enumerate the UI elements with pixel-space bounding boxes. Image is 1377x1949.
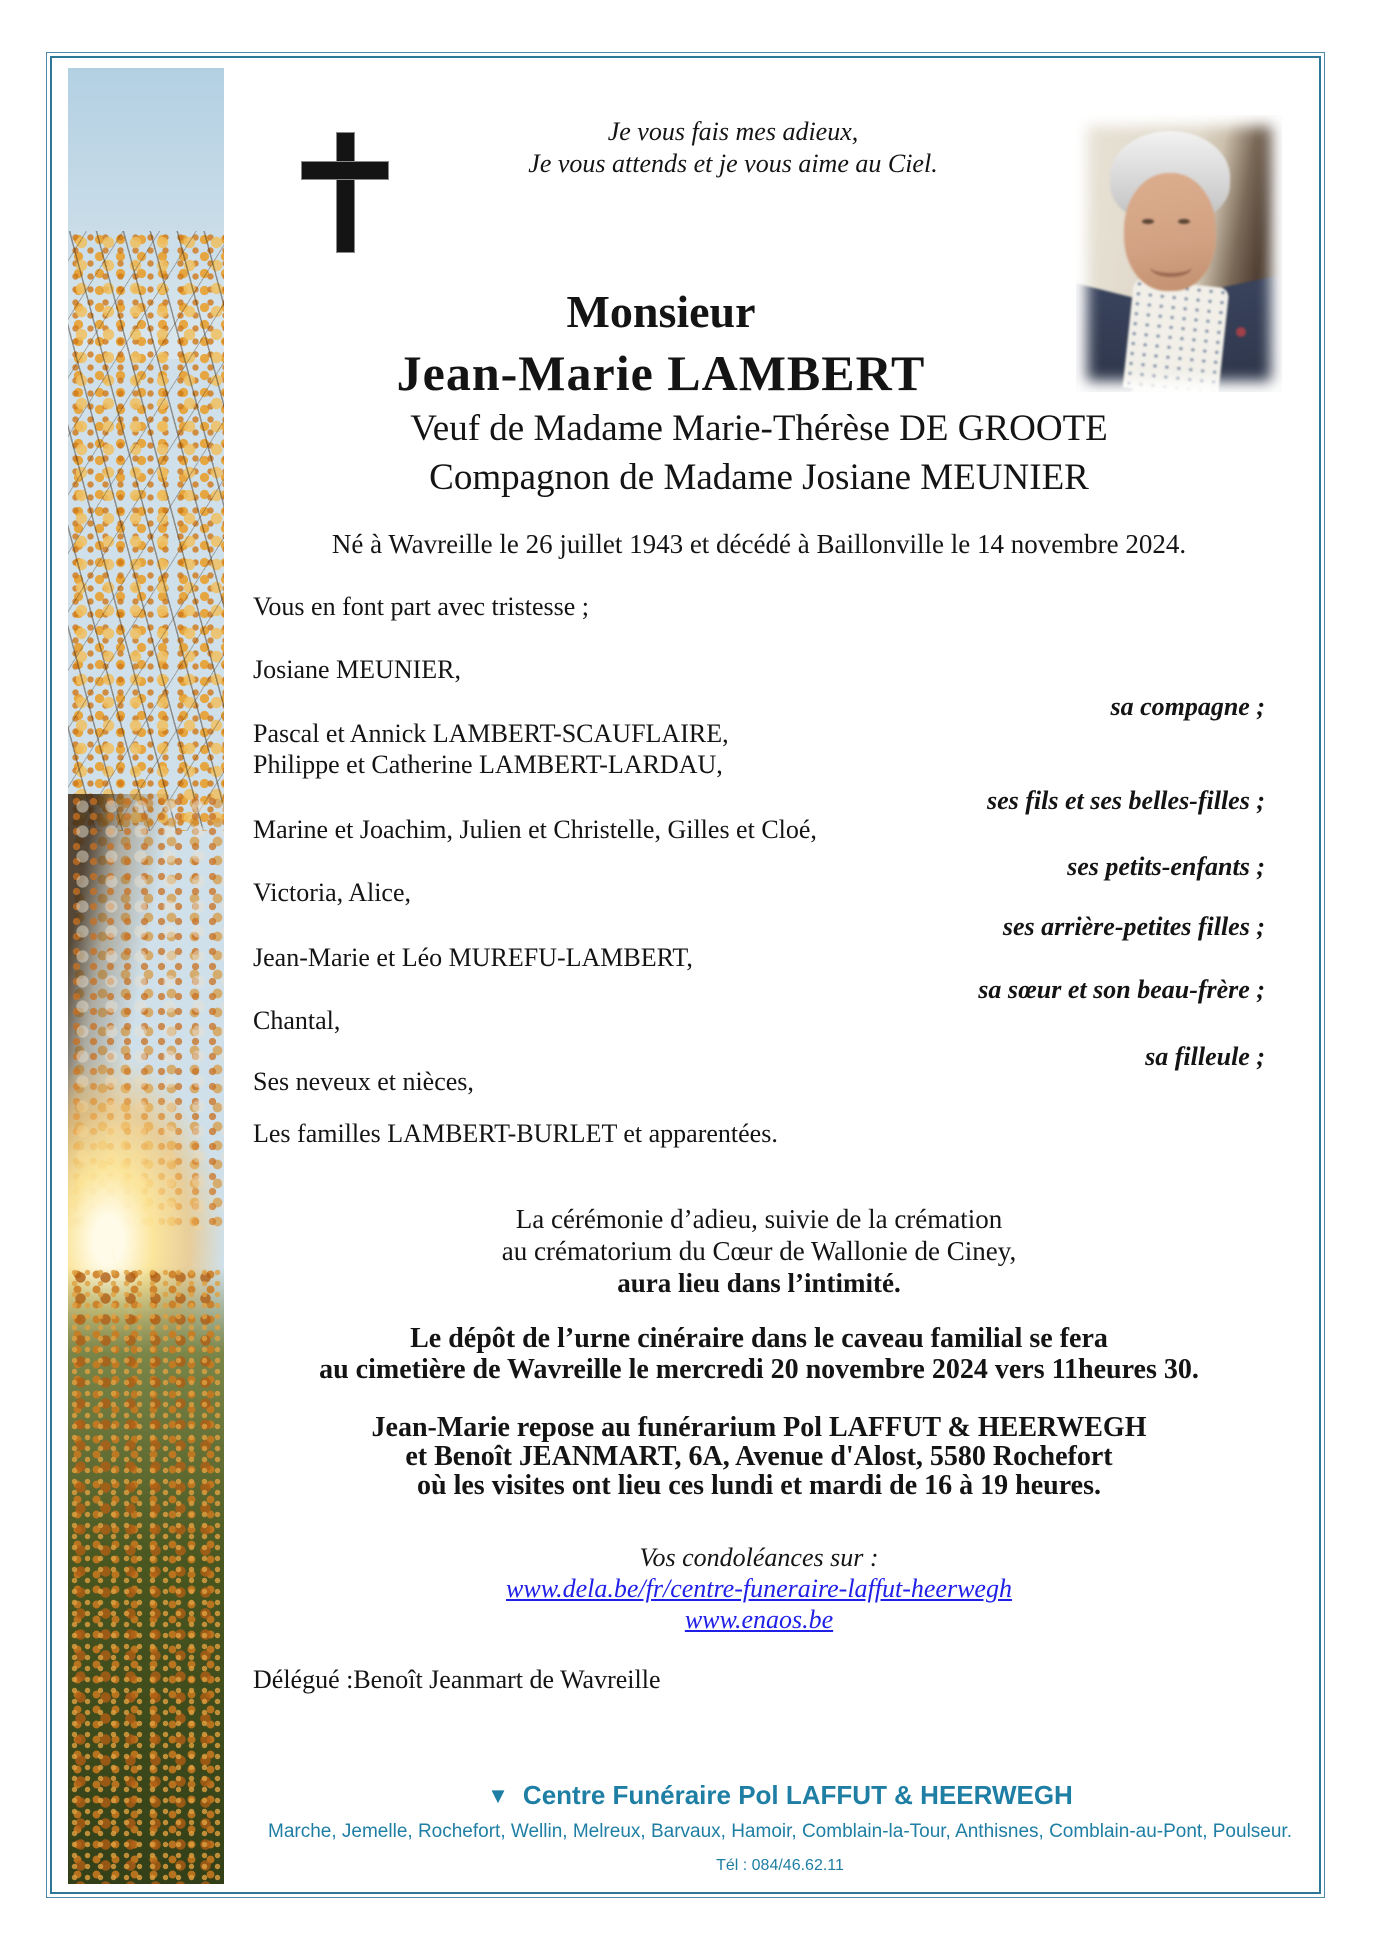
epitaph-line1: Je vous fais mes adieux, (607, 117, 859, 146)
family-names: Marine et Joachim, Julien et Christelle, Gilles et Cloé, (253, 815, 817, 844)
family-names: Ses neveux et nièces, (253, 1067, 474, 1096)
family-names: Jean-Marie et Léo MUREFU-LAMBERT, (253, 943, 693, 972)
footer-company-line (230, 1778, 1330, 1814)
portrait-hair (1110, 131, 1230, 223)
family-relation-label: ses petits-enfants ; (1067, 852, 1265, 881)
footer-company-name: Centre Funéraire Pol LAFFUT & HEERWEGH (522, 1780, 1073, 1810)
footer-phone: Tél : 084/46.62.11 (716, 1857, 844, 1874)
ceremony-line3: aura lieu dans l’intimité. (617, 1268, 901, 1298)
condolence-link-dela[interactable]: www.dela.be/fr/centre-funeraire-laffut-heerwegh (506, 1574, 1012, 1603)
family-names: Josiane MEUNIER, (253, 655, 461, 684)
ceremony-line2: au crématorium du Cœur de Wallonie de Ciney, (501, 1236, 1017, 1266)
repose-line2: et Benoît JEANMART, 6A, Avenue d'Alost, 5580 Rochefort (405, 1441, 1113, 1472)
deceased-name: Jean-Marie LAMBERT (396, 345, 926, 401)
delegate-line: Délégué :Benoît Jeanmart de Wavreille (253, 1665, 661, 1694)
announcement-intro: Vous en font part avec tristesse ; (253, 592, 589, 621)
family-relation-label: ses fils et ses belles-filles ; (987, 786, 1265, 815)
strip-fallen-leaves (68, 1267, 224, 1884)
family-relation-label: sa compagne ; (1110, 692, 1265, 721)
footer-locations: Marche, Jemelle, Rochefort, Wellin, Melreux, Barvaux, Hamoir, Comblain-la-Tour, Anthisnes, Comblain-au-Pont, Poulseur. (268, 1821, 1292, 1842)
family-relation-label: ses arrière-petites filles ; (1002, 912, 1265, 941)
life-dates: Né à Wavreille le 26 juillet 1943 et décédé à Baillonville le 14 novembre 2024. (331, 529, 1187, 559)
family-names: Chantal, (253, 1006, 341, 1035)
strip-foliage (68, 231, 224, 830)
family-names: Philippe et Catherine LAMBERT-LARDAU, (253, 750, 723, 779)
title-prefix: Monsieur (566, 286, 756, 337)
urn-line2: au cimetière de Wavreille le mercredi 20 novembre 2024 vers 11heures 30. (319, 1354, 1199, 1385)
deceased-portrait-photo (1076, 115, 1282, 392)
triangle-logo-icon: ▼ (487, 1783, 509, 1808)
urn-line1: Le dépôt de l’urne cinéraire dans le caveau familial se fera (410, 1323, 1108, 1354)
repose-line1: Jean-Marie repose au funérarium Pol LAFFUT & HEERWEGH (371, 1412, 1147, 1443)
family-relation-label: sa filleule ; (1145, 1042, 1265, 1071)
family-names: Victoria, Alice, (253, 878, 411, 907)
family-names: Les familles LAMBERT-BURLET et apparentées. (253, 1119, 778, 1148)
repose-line3: où les visites ont lieu ces lundi et mardi de 16 à 19 heures. (417, 1470, 1101, 1501)
condolence-link-row (253, 1573, 1265, 1605)
portrait-lapel-pin (1236, 327, 1246, 337)
ceremony-line1: La cérémonie d’adieu, suivie de la crémation (515, 1204, 1003, 1234)
condolence-link-row (253, 1604, 1265, 1636)
portrait-jacket (1193, 275, 1282, 392)
epitaph-line2: Je vous attends et je vous aime au Ciel. (528, 149, 938, 178)
condolences-intro: Vos condoléances sur : (639, 1543, 879, 1572)
condolence-link-enaos[interactable]: www.enaos.be (684, 1605, 834, 1634)
family-relation-label: sa sœur et son beau-frère ; (978, 975, 1265, 1004)
portrait-shirt (1123, 278, 1230, 392)
family-names: Pascal et Annick LAMBERT-SCAUFLAIRE, (253, 719, 729, 748)
cross-icon (302, 133, 388, 252)
portrait-face (1124, 173, 1216, 291)
widower-line: Veuf de Madame Marie-Thérèse DE GROOTE (410, 408, 1108, 449)
autumn-photo-strip (68, 68, 224, 1884)
partner-line: Compagnon de Madame Josiane MEUNIER (429, 457, 1089, 498)
